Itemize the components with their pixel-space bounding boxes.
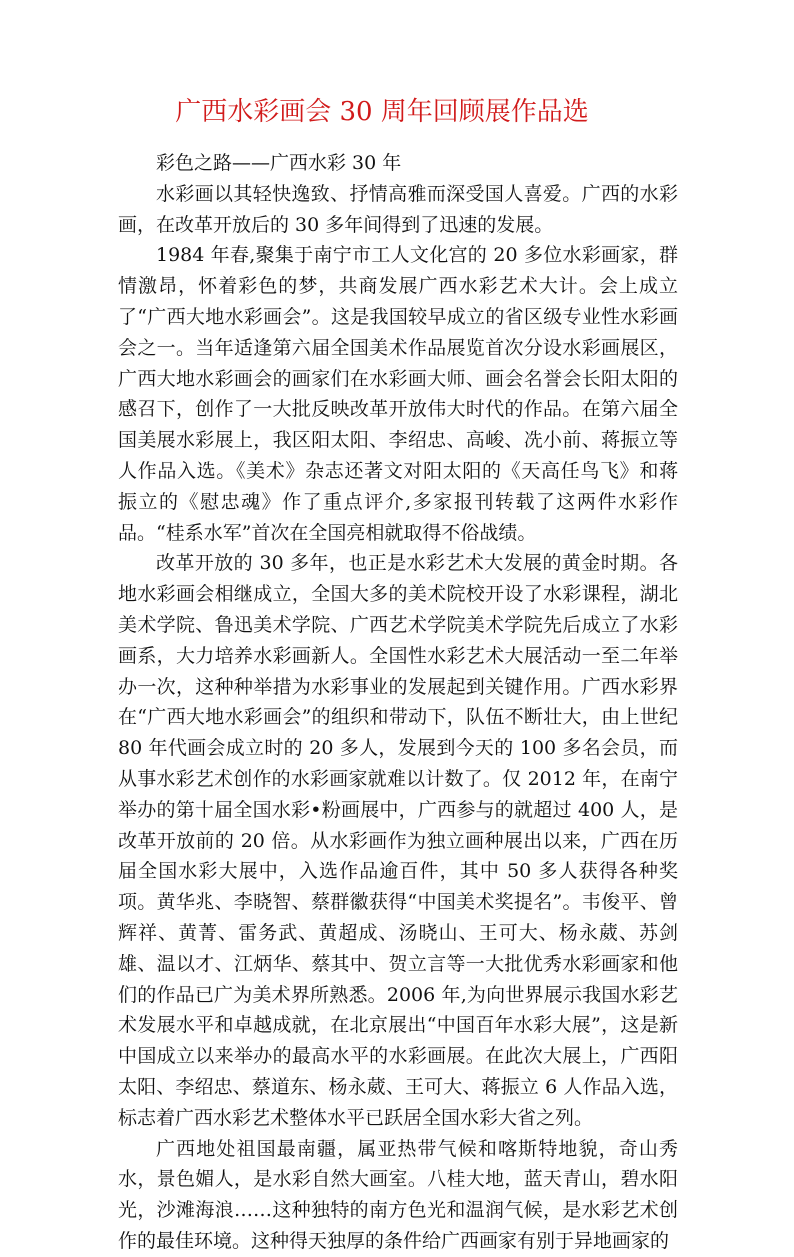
paragraph-2: 1984 年春,聚集于南宁市工人文化宫的 20 多位水彩画家，群情激昂，怀着彩色的梦，共商发展广西水彩艺术大计。会上成立了“广西大地水彩画会”。这是我国较早成立的省区级专业性水彩画会之一。当年适逢第六届全国美术作品展览首次分设水彩画展区，广西大地水彩画会的画家们在水彩画大师、画会名誉会长阳太阳的感召下，创作了一大批反映改革开放伟大时代的作品。在第六届全国美展水彩展上，我区阳太阳、李绍忠、高峻、冼小前、蒋振立等人作品入选。《美术》杂志还著文对阳太阳的《天高任鸟飞》和蒋振立的《慰忠魂》作了重点评介,多家报刊转载了这两件水彩作品。“桂系水军”首次在全国亮相就取得不俗战绩。 [118,244,678,544]
paragraph-1: 水彩画以其轻快逸致、抒情高雅而深受国人喜爱。广西的水彩画，在改革开放后的 30 多年间得到了迅速的发展。 [118,182,678,236]
document-subtitle: 彩色之路——广西水彩 30 年 [156,152,402,174]
paragraph-4: 广西地处祖国最南疆，属亚热带气候和喀斯特地貌，奇山秀水，景色媚人，是水彩自然大画室。八桂大地，蓝天青山，碧水阳光，沙滩海浪……这种独特的南方色光和温润气候，是水彩艺术创作的最佳环境。这种得天独厚的条件给广西画家有别于异地画家的 [118,1137,678,1252]
document-body [118,148,678,1257]
document-title: 广西水彩画会 30 周年回顾展作品选 [175,97,589,127]
paragraph-3: 改革开放的 30 多年，也正是水彩艺术大发展的黄金时期。各地水彩画会相继成立，全国大多的美术院校开设了水彩课程，湖北美术学院、鲁迅美术学院、广西艺术学院美术学院先后成立了水彩画系，大力培养水彩画新人。全国性水彩艺术大展活动一至二年举办一次，这种种举措为水彩事业的发展起到关键作用。广西水彩界在“广西大地水彩画会”的组织和带动下，队伍不断壮大，由上世纪 80 年代画会成立时的 20 多人，发展到今天的 100 多名会员，而从事水彩艺术创作的水彩画家就难以计数了。仅 2012 年，在南宁举办的第十届全国水彩•粉画展中，广西参与的就超过 400 人，是改革开放前的 20 倍。从水彩画作为独立画种展出以来，广西在历届全国水彩大展中，入选作品逾百件，其中 50 多人获得各种奖项。黄华兆、李晓智、蔡群徽获得“中国美术奖提名”。韦俊平、曾辉祥、黄菁、雷务武、黄超成、汤晓山、王可大、杨永葳、苏剑雄、温以才、江炳华、蔡其中、贺立言等一大批优秀水彩画家和他们的作品已广为美术界所熟悉。2006 年,为向世界展示我国水彩艺术发展水平和卓越成就，在北京展出“中国百年水彩大展”，这是新中国成立以来举办的最高水平的水彩画展。在此次大展上，广西阳太阳、李绍忠、蔡道东、杨永葳、王可大、蒋振立 6 人作品入选，标志着广西水彩艺术整体水平已跃居全国水彩大省之列。 [118,552,678,1129]
